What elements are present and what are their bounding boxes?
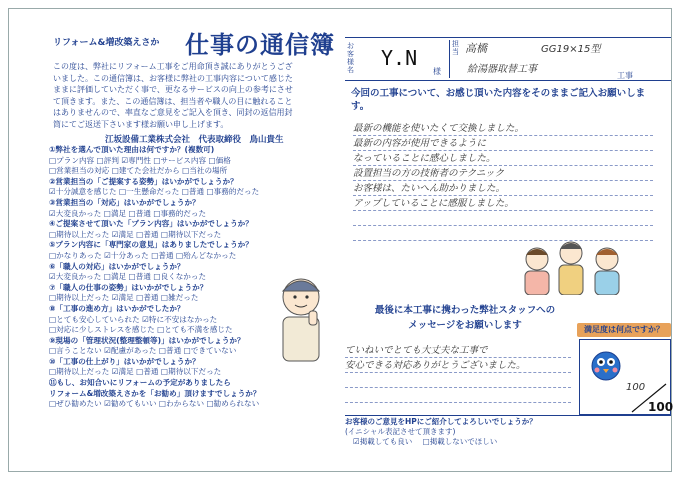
question-options[interactable]: □営業担当の対応 □建てた会社だから □当社の場所 [49, 166, 228, 176]
satisfaction-max: 100 [648, 400, 674, 414]
consent-no-checkbox[interactable]: □掲載しないでほしい [422, 437, 498, 446]
staff-label: 担当 [449, 40, 462, 78]
question-text: ⑩「工事の仕上がり」はいかがでしょうか？ [49, 356, 200, 366]
model-code-handwritten[interactable]: GG19×15型 [541, 44, 601, 55]
customer-info-box [345, 37, 671, 81]
feedback-line [353, 166, 653, 181]
staff-illustration [513, 235, 631, 295]
footer-divider [345, 415, 671, 416]
question-text: ⑨現場の「管理状況(整理整頓等)」はいかがでしょうか？ [49, 335, 245, 345]
intro-line: て頂きます。また、この通信簿は、担当者や職人の目に触れること [53, 96, 293, 106]
satisfaction-heading: 満足度は何点ですか？ [577, 323, 671, 337]
message-line [345, 388, 571, 403]
question-options[interactable]: □期待以上だった ☑満足 □普通 □期待以下だった [49, 229, 222, 239]
message-line [345, 358, 571, 373]
question-options[interactable]: □ぜひ勧めたい ☑勧めてもいい □わからない □勧められない [49, 399, 260, 409]
feedback-line [353, 181, 653, 196]
message-text: 安心できる対応ありがとうございました。 [345, 360, 526, 371]
work-label: 工事 [617, 71, 633, 80]
intro-line: 筒にてご返送下さいます様お願い申し上げます。 [53, 119, 229, 129]
message-line [345, 343, 571, 358]
message-area[interactable] [345, 343, 571, 403]
feedback-line [353, 121, 653, 136]
message-prompt-line: 最後に本工事に携わった弊社スタッフへの [374, 305, 556, 316]
message-prompt-line: メッセージをお願いします [408, 320, 522, 331]
survey-sheet [8, 8, 672, 472]
consent-options [345, 437, 671, 447]
question-text: ④ご提案させて頂いた「プラン内容」はいかがでしょうか？ [49, 219, 253, 229]
intro-line: はありませんので、率直なご意見をご記入を頂き、同封の返信用封 [53, 108, 293, 117]
consent-yes-checkbox[interactable]: ☑掲載しても良い [353, 437, 413, 446]
question-text: ①弊社を選んで頂いた理由は何ですか？(複数可) [49, 145, 215, 154]
staff-name-handwritten[interactable]: 高橋 [465, 42, 487, 55]
feedback-text: 最新の内容が使用できるように [353, 138, 487, 149]
feedback-text: アップしていることに感服しました。 [353, 198, 514, 209]
question-options[interactable]: □プラン内容 □評判 ☑専門性 □サービス内容 □価格 [49, 155, 231, 165]
question-options[interactable]: □かなりあった ☑十分あった □普通 □殆んどなかった [49, 250, 237, 260]
satisfaction-score[interactable]: 100 [626, 382, 646, 393]
feedback-line [353, 136, 653, 151]
feedback-line [353, 196, 653, 211]
intro-line: いました。この通信簿は、お客様に弊社の工事内容について感じた [53, 73, 293, 83]
brand-name: リフォーム&増改築えさか [53, 38, 160, 48]
question-text: リフォーム&増改築えさかを「お勧め」頂けますでしょうか？ [49, 388, 261, 398]
question-item [49, 145, 339, 177]
feedback-line [353, 211, 653, 226]
question-item [49, 219, 339, 240]
message-line [345, 373, 571, 388]
question-text: ⑪もし、お知合いにリフォームの予定がありましたら [49, 378, 231, 388]
question-text: ③営業担当の「対応」はいかがでしょうか？ [49, 197, 200, 207]
left-column [9, 9, 345, 471]
question-options[interactable]: ☑大変良かった □満足 □普通 □事務的だった [49, 208, 207, 218]
feedback-area[interactable] [353, 121, 653, 241]
question-text: ②営業担当の「ご提案する姿勢」はいかがでしょうか？ [49, 176, 238, 186]
question-options[interactable]: □期待以上だった ☑満足 □普通 □期待以下だった [49, 367, 222, 377]
question-options[interactable]: □期待以上だった ☑満足 □普通 □雑だった [49, 293, 199, 303]
feedback-text: お客様は、たいへん助かりました。 [353, 183, 506, 194]
question-item [49, 240, 339, 261]
message-text: ていねいでとても大丈夫な工事で [345, 345, 488, 356]
question-text: ⑧「工事の進め方」はいかがでしたか？ [49, 303, 185, 313]
message-prompt [345, 303, 585, 333]
company-signature: 江坂設備工業株式会社 代表取締役 鳥山貴生 [105, 135, 284, 145]
feedback-prompt: 今回の工事について、お感じ頂いた内容をそのままご記入お願いします。 [351, 88, 646, 112]
question-text: ⑦「職人の仕事の姿勢」はいかがでしょうか？ [49, 282, 208, 292]
feedback-text: 最新の機能を使いたくて交換しました。 [353, 123, 525, 134]
feedback-text: 設置担当の方の技術者のテクニック [353, 168, 505, 179]
honorific: 様 [433, 67, 441, 76]
customer-name[interactable]: Y.N [381, 46, 418, 70]
work-description-handwritten[interactable]: 給湯器取替工事 [467, 64, 537, 75]
feedback-text: なっていることに感心しました。 [353, 153, 496, 164]
question-item [49, 177, 339, 198]
feedback-line [353, 151, 653, 166]
satisfaction-box [579, 339, 674, 415]
question-options[interactable]: □言うことない ☑配慮があった □普通 □できていない [49, 346, 237, 356]
page-title: 仕事の通信簿 [185, 30, 335, 59]
consent-note: (イニシャル表記させて頂きます) [345, 427, 456, 436]
consent-question: お客様のご意見をHPにご紹介してよろしいでしょうか？ [345, 417, 537, 426]
question-options[interactable]: ☑十分誠意を感じた □一生懸命だった □普通 □事務的だった [49, 187, 260, 197]
intro-text [53, 61, 333, 130]
question-options[interactable]: □とても安心していられた ☑特に不安はなかった [49, 314, 218, 324]
question-item [49, 198, 339, 219]
question-options[interactable]: ☑大変良かった □満足 □普通 □良くなかった [49, 272, 207, 282]
intro-line: ままに評価していただく事で、更なるサービスの向上の参考にさせ [53, 85, 293, 94]
question-text: ⑤プラン内容に「専門家の意見」はありましたでしょうか？ [49, 240, 253, 250]
right-column [345, 9, 674, 471]
mascot-illustration [265, 271, 337, 371]
consent-section [345, 417, 671, 447]
question-item [49, 378, 339, 410]
intro-line: この度は、弊社にリフォーム工事をご用命頂き誠にありがとうござ [53, 62, 293, 71]
question-options[interactable]: □対応に少しストレスを感じた □とても不満を感じた [49, 325, 233, 335]
customer-name-label: お客様名 [347, 42, 354, 74]
question-text: ⑥「職人の対応」はいかがでしょうか？ [49, 261, 185, 271]
